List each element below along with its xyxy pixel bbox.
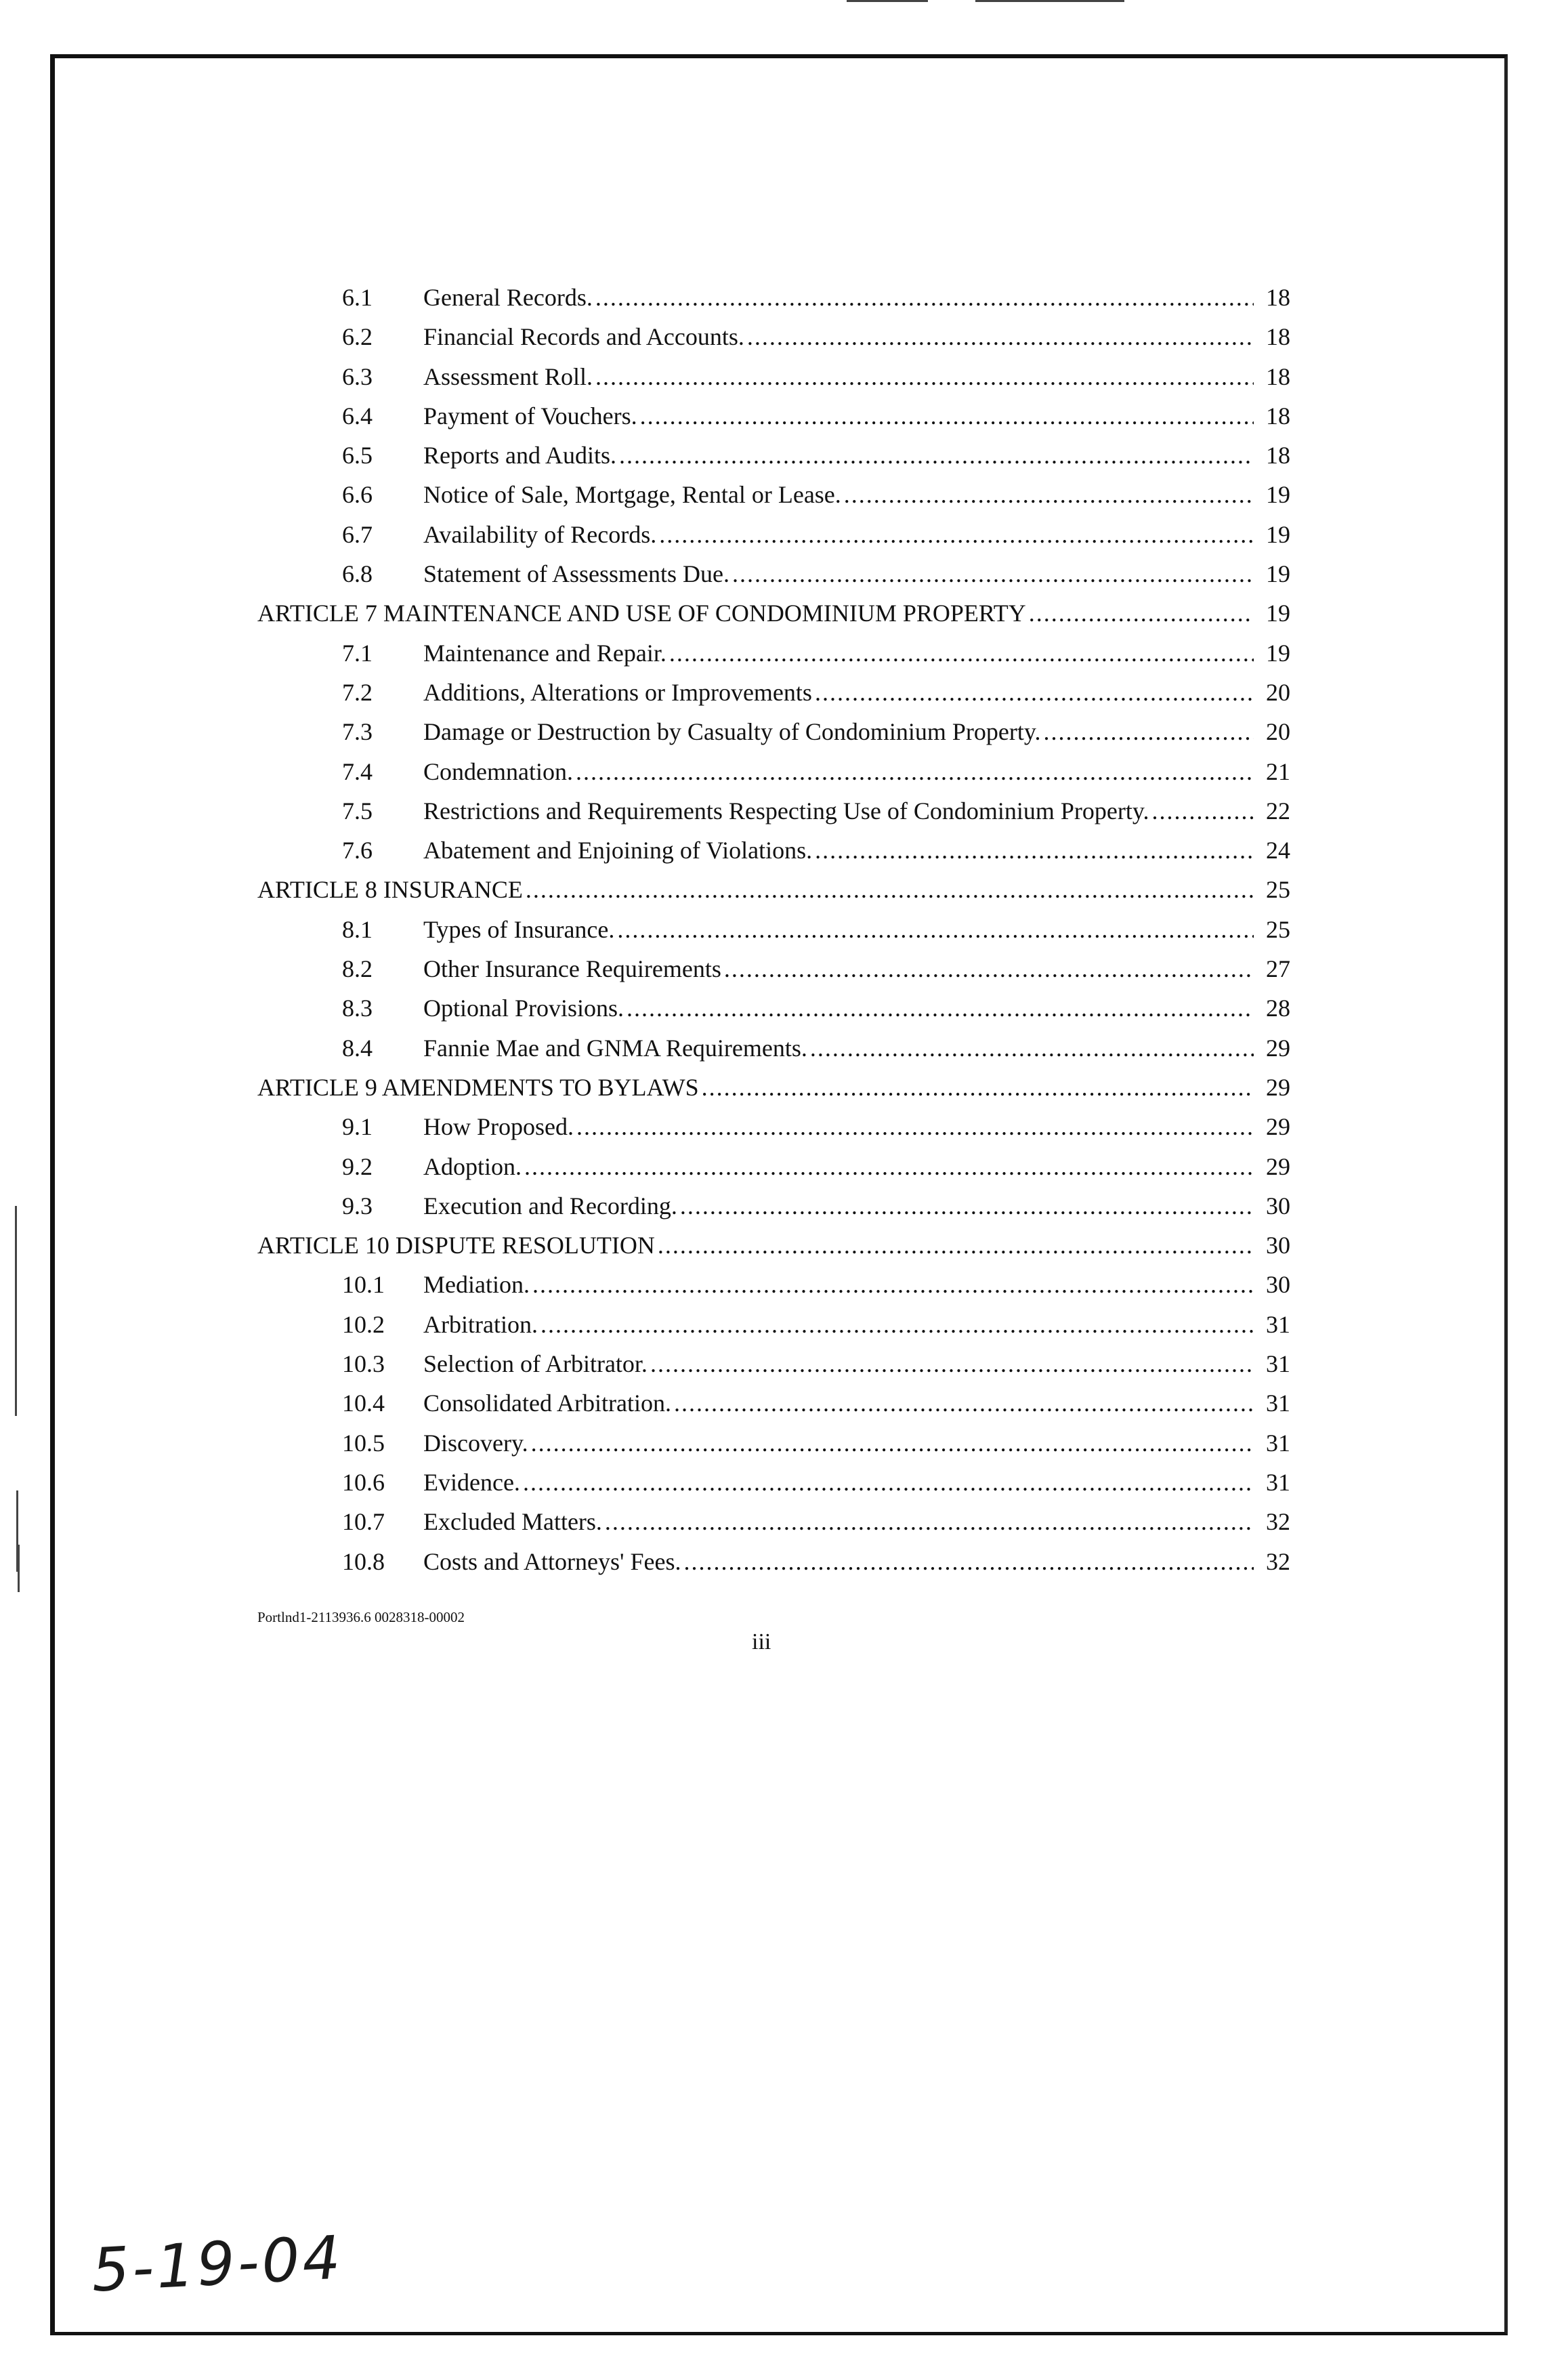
toc-dot-leader [659,515,1254,554]
toc-entry [257,317,1290,356]
toc-dot-leader [605,1502,1254,1541]
toc-entry [257,752,1290,791]
toc-dot-leader [541,1305,1254,1344]
toc-dot-leader [674,1383,1254,1423]
toc-dot-leader [576,1107,1254,1146]
toc-section-number: 9.3 [342,1192,373,1219]
table-of-contents [257,278,1290,1581]
toc-page-number: 20 [1266,718,1290,746]
toc-title: Execution and Recording. [423,1186,680,1226]
toc-article-heading [257,1226,1290,1265]
toc-dot-leader [595,357,1254,396]
toc-dot-leader [1152,791,1254,831]
toc-title: Statement of Assessments Due. [423,554,732,593]
toc-dot-leader [815,831,1254,870]
toc-page-number: 18 [1266,402,1290,430]
toc-section-number: 10.2 [342,1310,385,1338]
toc-section-number: 10.4 [342,1390,385,1417]
toc-page-number: 30 [1266,1192,1290,1219]
toc-dot-leader [815,673,1254,712]
toc-entry [257,278,1290,317]
toc-dot-leader [627,988,1254,1028]
toc-dot-leader [532,1265,1254,1304]
toc-page-number: 31 [1266,1390,1290,1417]
toc-title: Excluded Matters. [423,1502,605,1541]
scan-artifact [847,0,928,6]
toc-dot-leader [844,475,1254,514]
toc-title: Payment of Vouchers. [423,396,640,436]
toc-page-number: 31 [1266,1468,1290,1496]
toc-section-number: 7.4 [342,757,373,785]
toc-section-number: 6.1 [342,284,373,311]
toc-section-number: 10.7 [342,1508,385,1536]
page-number: iii [752,1629,771,1654]
toc-dot-leader [702,1068,1254,1107]
toc-dot-leader [595,278,1254,317]
toc-entry [257,1186,1290,1226]
toc-page-number: 29 [1266,1152,1290,1180]
toc-section-number: 10.8 [342,1547,385,1575]
toc-page-number: 29 [1266,1034,1290,1062]
toc-section-number: 7.3 [342,718,373,746]
toc-entry [257,910,1290,949]
toc-dot-leader [669,633,1254,673]
toc-dot-leader [640,396,1254,436]
toc-dot-leader [576,752,1254,791]
toc-entry [257,1147,1290,1186]
toc-entry [257,791,1290,831]
toc-page-number: 30 [1266,1232,1290,1259]
toc-page-number: 25 [1266,915,1290,943]
toc-title: How Proposed. [423,1107,576,1146]
toc-entry [257,1502,1290,1541]
toc-section-number: 10.5 [342,1429,385,1457]
toc-dot-leader [732,554,1254,593]
toc-section-number: 7.2 [342,678,373,706]
toc-title: Availability of Records. [423,515,659,554]
toc-entry [257,633,1290,673]
toc-title: ARTICLE 8 INSURANCE [257,870,526,909]
toc-page-number: 20 [1266,678,1290,706]
toc-article-heading [257,593,1290,633]
toc-section-number: 7.1 [342,639,373,667]
toc-page-number: 30 [1266,1271,1290,1299]
toc-entry [257,357,1290,396]
toc-title: Arbitration. [423,1305,541,1344]
toc-title: Condemnation. [423,752,576,791]
toc-dot-leader [810,1028,1254,1068]
scan-artifact [15,1206,17,1416]
toc-section-number: 10.3 [342,1350,385,1378]
toc-dot-leader [619,436,1254,475]
toc-entry [257,1265,1290,1304]
toc-dot-leader [524,1147,1254,1186]
toc-title: Types of Insurance. [423,910,617,949]
toc-page-number: 21 [1266,757,1290,785]
toc-entry [257,1028,1290,1068]
toc-page-number: 29 [1266,1073,1290,1101]
toc-page-number: 18 [1266,323,1290,351]
toc-entry [257,673,1290,712]
toc-dot-leader [526,870,1254,909]
toc-entry [257,475,1290,514]
toc-entry [257,831,1290,870]
toc-title: Damage or Destruction by Casualty of Condominium Property. [423,712,1044,751]
toc-section-number: 6.7 [342,520,373,548]
toc-section-number: 8.2 [342,955,373,983]
toc-entry [257,1107,1290,1146]
toc-entry [257,949,1290,988]
toc-section-number: 9.1 [342,1113,373,1141]
toc-page-number: 31 [1266,1350,1290,1378]
toc-section-number: 8.4 [342,1034,373,1062]
toc-title: Costs and Attorneys' Fees. [423,1542,683,1581]
toc-title: Notice of Sale, Mortgage, Rental or Lease. [423,475,844,514]
toc-page-number: 19 [1266,600,1290,627]
toc-article-heading [257,870,1290,909]
scan-artifact [18,1545,20,1592]
toc-section-number: 8.1 [342,915,373,943]
toc-dot-leader [650,1344,1254,1383]
toc-title: Optional Provisions. [423,988,627,1028]
toc-page-number: 19 [1266,560,1290,588]
toc-page-number: 19 [1266,639,1290,667]
toc-title: Financial Records and Accounts. [423,317,747,356]
handwritten-date: 5-19-04 [89,2222,345,2305]
toc-title: Additions, Alterations or Improvements [423,673,815,712]
toc-section-number: 6.3 [342,362,373,390]
toc-title: Maintenance and Repair. [423,633,669,673]
toc-page-number: 28 [1266,995,1290,1022]
toc-entry [257,1542,1290,1581]
toc-title: Other Insurance Requirements [423,949,724,988]
toc-title: ARTICLE 9 AMENDMENTS TO BYLAWS [257,1068,702,1107]
toc-section-number: 6.4 [342,402,373,430]
toc-page-number: 31 [1266,1429,1290,1457]
toc-title: Fannie Mae and GNMA Requirements. [423,1028,810,1068]
toc-page-number: 32 [1266,1508,1290,1536]
document-id: Portlnd1-2113936.6 0028318-00002 [257,1609,465,1625]
toc-section-number: 6.2 [342,323,373,351]
toc-title: ARTICLE 10 DISPUTE RESOLUTION [257,1226,658,1265]
toc-dot-leader [1044,712,1254,751]
toc-page-number: 31 [1266,1310,1290,1338]
toc-title: Assessment Roll. [423,357,595,396]
toc-page-number: 29 [1266,1113,1290,1141]
toc-title: Mediation. [423,1265,532,1304]
toc-section-number: 10.1 [342,1271,385,1299]
toc-dot-leader [523,1463,1254,1502]
toc-section-number: 8.3 [342,995,373,1022]
toc-section-number: 9.2 [342,1152,373,1180]
toc-section-number: 6.5 [342,442,373,469]
toc-entry [257,988,1290,1028]
toc-title: Selection of Arbitrator. [423,1344,650,1383]
toc-title: Discovery. [423,1423,531,1463]
toc-dot-leader [724,949,1254,988]
toc-section-number: 7.6 [342,837,373,864]
toc-entry [257,712,1290,751]
toc-dot-leader [1029,593,1254,633]
toc-dot-leader [531,1423,1254,1463]
toc-title: General Records. [423,278,595,317]
toc-title: Restrictions and Requirements Respecting Use of Condominium Property. [423,791,1152,831]
toc-page-number: 25 [1266,876,1290,904]
toc-title: ARTICLE 7 MAINTENANCE AND USE OF CONDOMINIUM PROPERTY [257,593,1029,633]
toc-entry [257,436,1290,475]
toc-section-number: 6.8 [342,560,373,588]
toc-section-number: 7.5 [342,797,373,824]
toc-dot-leader [658,1226,1254,1265]
toc-page-number: 27 [1266,955,1290,983]
toc-page-number: 18 [1266,362,1290,390]
toc-dot-leader [747,317,1254,356]
toc-entry [257,1423,1290,1463]
toc-page-number: 18 [1266,442,1290,469]
toc-page-number: 19 [1266,520,1290,548]
toc-entry [257,1344,1290,1383]
toc-section-number: 10.6 [342,1468,385,1496]
toc-dot-leader [683,1542,1254,1581]
toc-page-number: 18 [1266,284,1290,311]
toc-entry [257,396,1290,436]
toc-entry [257,515,1290,554]
toc-article-heading [257,1068,1290,1107]
toc-page-number: 22 [1266,797,1290,824]
toc-dot-leader [680,1186,1254,1226]
toc-entry [257,1463,1290,1502]
toc-entry [257,1305,1290,1344]
toc-page-number: 19 [1266,481,1290,509]
toc-title: Reports and Audits. [423,436,619,475]
scan-artifact [975,0,1124,6]
toc-title: Evidence. [423,1463,523,1502]
toc-entry [257,554,1290,593]
toc-entry [257,1383,1290,1423]
toc-section-number: 6.6 [342,481,373,509]
toc-title: Adoption. [423,1147,524,1186]
toc-dot-leader [617,910,1254,949]
toc-page-number: 32 [1266,1547,1290,1575]
toc-title: Consolidated Arbitration. [423,1383,674,1423]
toc-title: Abatement and Enjoining of Violations. [423,831,815,870]
toc-page-number: 24 [1266,837,1290,864]
